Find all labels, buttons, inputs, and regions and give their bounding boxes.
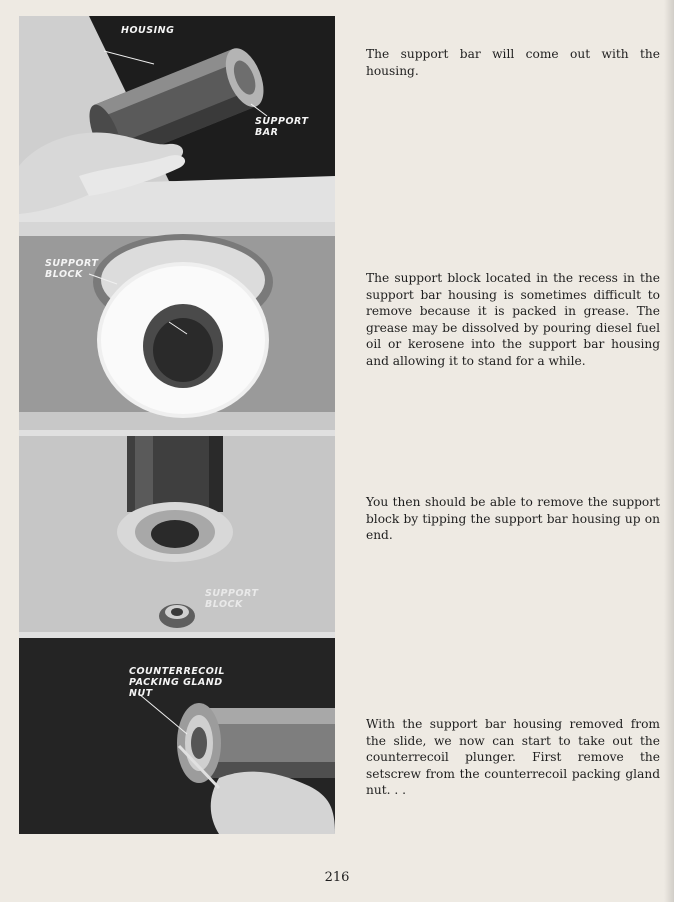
tipping-housing-photo-illustration (19, 430, 335, 638)
caption-support-block-recess: The support block located in the recess in the support bar housing is sometimes difficult to remove because it is packed in grease. The grease may be dissolved by pouring diesel fuel oil or kerosene into the support bar housing and allowing it to stand for a while. (366, 271, 660, 368)
caption-counterrecoil-gland-nut: With the support bar housing removed from the slide, we now can start to take out the counterrecoil plunger. First remove the setscrew from the counterrecoil packing gland nut. . . (366, 717, 660, 797)
callout-support-bar: SUPPORT BAR (255, 116, 309, 138)
support-block-photo-illustration (19, 222, 335, 430)
photo-column (19, 16, 335, 834)
photo-housing-support-bar (19, 16, 335, 222)
callout-support-block: SUPPORT BLOCK (45, 258, 99, 280)
caption-tipping-housing: You then should be able to remove the support block by tipping the support bar housing up on end. (366, 495, 660, 542)
callout-support-block-small: SUPPORT BLOCK (205, 588, 259, 610)
caption-housing-support-bar: The support bar will come out with the housing. (366, 47, 660, 78)
photo-tipping-housing (19, 430, 335, 638)
callout-counterrecoil-gland-nut: COUNTERRECOIL PACKING GLAND NUT (129, 666, 225, 699)
photo-support-block-recess (19, 222, 335, 430)
page-number: 216 (324, 870, 350, 885)
page-edge-shadow (664, 0, 674, 902)
callout-housing: HOUSING (121, 25, 175, 36)
photo-counterrecoil-gland-nut (19, 638, 335, 834)
